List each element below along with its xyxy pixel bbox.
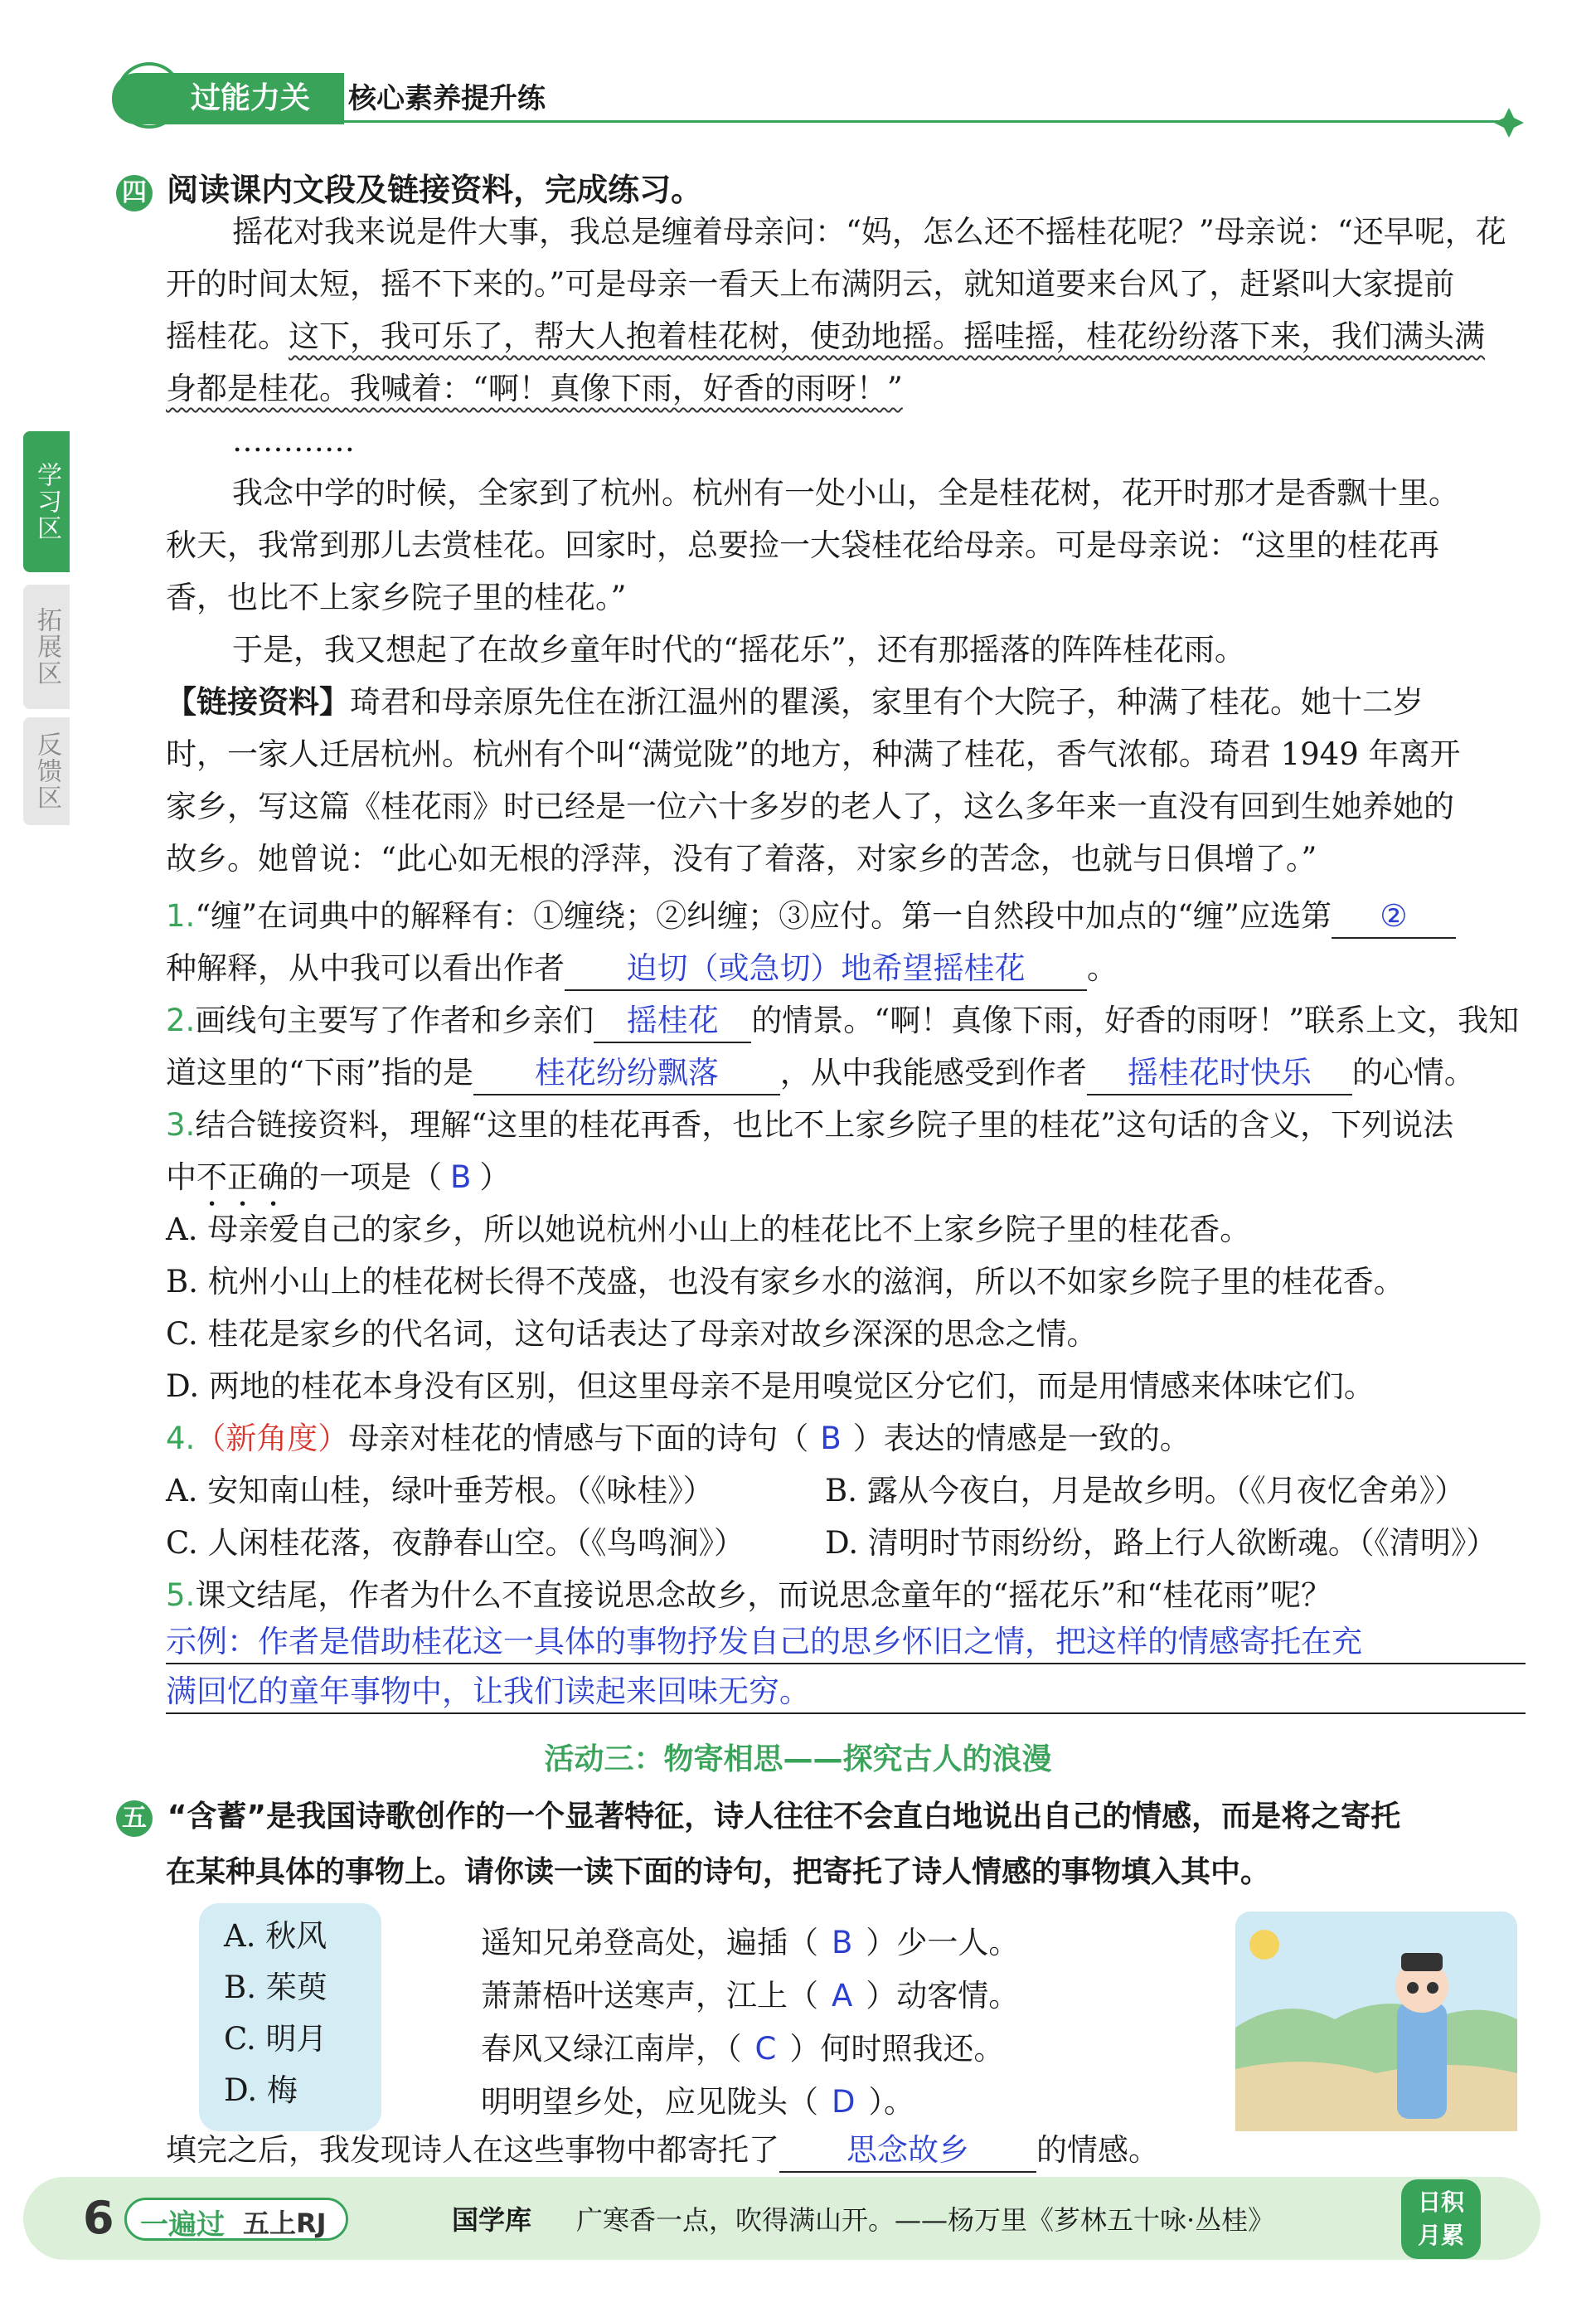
link-label: 【链接资料】 xyxy=(166,684,350,720)
q5-question: 5.课文结尾，作者为什么不直接说思念故乡，而说思念童年的“摇花乐”和“桂花雨”呢？ xyxy=(166,1577,1332,1613)
section5-conclusion-answer[interactable]: 思念故乡 xyxy=(779,2130,1036,2173)
q5-answer-line1[interactable]: 示例：作者是借助桂花这一具体的事物抒发自己的思乡怀旧之情，把这样的情感寄托在充 xyxy=(166,1621,1526,1664)
q4-option-d: D. 清明时节雨纷纷，路上行人欲断魂。（《清明》） xyxy=(825,1525,1497,1561)
passage-p1-l2: 开的时间太短，摇不下来的。”可是母亲一看天上布满阴云，就知道要来台风了，赶紧叫大家提前 xyxy=(166,266,1455,302)
passage-p2-l2: 秋天，我常到那儿去赏桂花。回家时，总要捡一大袋桂花给母亲。可是母亲说：“这里的桂花再 xyxy=(166,527,1439,563)
passage-p2-l1: 我念中学的时候，全家到了杭州。杭州有一处小山，全是桂花树，花开时那才是香飘十里。 xyxy=(232,475,1459,511)
passage-ellipsis: ………… xyxy=(232,423,355,459)
poem-2-answer[interactable]: A xyxy=(832,1978,853,2014)
q3-line2: 中不正确的一项是（ B ） xyxy=(166,1159,511,1195)
q2-answer1[interactable]: 摇桂花 xyxy=(594,1000,751,1043)
section4-heading xyxy=(116,164,702,211)
q3-option-b: B. 杭州小山上的桂花树长得不茂盛，也没有家乡水的滋润，所以不如家乡院子里的桂花香。 xyxy=(166,1264,1404,1299)
section4-title: 阅读课内文段及链接资料，完成练习。 xyxy=(167,172,703,208)
section5-intro-l2: 在某种具体的事物上。请你读一读下面的诗句，把寄托了诗人情感的事物填入其中。 xyxy=(166,1855,1271,1889)
poem-3: 春风又绿江南岸，（ C ）何时照我还。 xyxy=(481,2031,1005,2067)
q1-line1: 1.“缠”在词典中的解释有：①缠绕；②纠缠；③应付。第一自然段中加点的“缠”应选第 ② xyxy=(166,896,1456,939)
q3-answer[interactable]: B xyxy=(450,1159,472,1195)
q3-option-c: C. 桂花是家乡的代名词，这句话表达了母亲对故乡深深的思念之情。 xyxy=(166,1316,1098,1352)
poem-2: 萧萧梧叶送寒声，江上（ A ）动客情。 xyxy=(481,1978,1020,2014)
s5-option-a: A. 秋风 xyxy=(224,1918,327,1954)
header-badge: 过能力关 xyxy=(112,73,344,124)
q3-line1: 3.结合链接资料，理解“这里的桂花再香，也比不上家乡院子里的桂花”这句话的含义，下列说法 xyxy=(166,1107,1454,1143)
footer-quote: 广寒香一点，吹得满山开。——杨万里《芗林五十咏·丛桂》 xyxy=(576,2204,1275,2236)
footer-daily-badge: 日积 月累 xyxy=(1401,2179,1481,2259)
section5-conclusion: 填完之后，我发现诗人在这些事物中都寄托了 思念故乡 的情感。 xyxy=(166,2130,1159,2173)
footer-brand-pill xyxy=(124,2198,348,2241)
s5-option-c: C. 明月 xyxy=(224,2021,327,2057)
passage-p1-l1: 摇花对我来说是件大事，我总是缠着母亲问：“妈，怎么还不摇桂花呢？”母亲说：“还早呢，花 xyxy=(232,214,1506,250)
link-l1: 【链接资料】琦君和母亲原先住在浙江温州的瞿溪，家里有个大院子，种满了桂花。她十二岁 xyxy=(166,684,1424,720)
poem-4-answer[interactable]: D xyxy=(832,2084,856,2120)
footer-grade: 五上RJ xyxy=(243,2208,327,2239)
poem-1: 遥知兄弟登高处，遍插（ B ）少一人。 xyxy=(481,1925,1020,1960)
q2-line1: 2.画线句主要写了作者和乡亲们 摇桂花 的情景。“啊！真像下雨，好香的雨呀！”联系上文，我知 xyxy=(166,1000,1519,1043)
q2-line2: 道这里的“下雨”指的是 桂花纷纷飘落 ，从中我能感受到作者 摇桂花时快乐 的心情。 xyxy=(166,1052,1475,1095)
q1-answer2[interactable]: 迫切（或急切）地希望摇桂花 xyxy=(565,948,1087,991)
footer-brand: 一遍过 xyxy=(140,2208,225,2242)
q1-answer1[interactable]: ② xyxy=(1332,896,1456,939)
q4-option-b: B. 露从今夜白，月是故乡明。（《月夜忆舍弟》） xyxy=(825,1473,1466,1508)
s5-option-d: D. 梅 xyxy=(224,2072,298,2108)
q2-answer2[interactable]: 桂花纷纷飘落 xyxy=(473,1052,780,1095)
passage-p2-l3: 香，也比不上家乡院子里的桂花。” xyxy=(166,580,627,615)
leaf-icon xyxy=(1492,106,1526,143)
header-rule xyxy=(344,120,1513,123)
passage-p3: 于是，我又想起了在故乡童年时代的“摇花乐”，还有那摇落的阵阵桂花雨。 xyxy=(232,632,1245,668)
activity3-title: 活动三：物寄相思——探究古人的浪漫 xyxy=(544,1742,1052,1776)
poem-3-answer[interactable]: C xyxy=(754,2031,777,2067)
q4-option-c: C. 人闲桂花落，夜静春山空。（《鸟鸣涧》） xyxy=(166,1525,745,1561)
q3-option-a: A. 母亲爱自己的家乡，所以她说杭州小山上的桂花比不上家乡院子里的桂花香。 xyxy=(166,1212,1251,1247)
q1-line2: 种解释，从中我可以看出作者 迫切（或急切）地希望摇桂花 。 xyxy=(166,948,1118,991)
footer-lib-label: 国学库 xyxy=(452,2204,532,2236)
section5-heading: 五 “含蓄”是我国诗歌创作的一个显著特征，诗人往往不会直白地说出自己的情感，而是将之寄托 xyxy=(116,1795,1400,1838)
underlined-sentence: 这下，我可乐了，帮大人抱着桂花树，使劲地摇。摇哇摇，桂花纷纷落下来，我们满头满 xyxy=(289,318,1485,354)
tab-extension-zone[interactable]: 拓展区 xyxy=(23,585,70,709)
header-subtitle: 核心素养提升练 xyxy=(348,82,546,115)
page-number: 6 xyxy=(83,2192,114,2244)
passage-p1-l4: 身都是桂花。我喊着：“啊！真像下雨，好香的雨呀！” xyxy=(166,371,903,406)
scholar-illustration xyxy=(1235,1912,1517,2131)
q5-answer-line2[interactable]: 满回忆的童年事物中，让我们读起来回味无穷。 xyxy=(166,1671,1526,1714)
q4-line1: 4.（新角度）母亲对桂花的情感与下面的诗句（ B ）表达的情感是一致的。 xyxy=(166,1421,1191,1456)
poem-4: 明明望乡处，应见陇头（ D ）。 xyxy=(481,2084,914,2120)
q3-option-d: D. 两地的桂花本身没有区别，但这里母亲不是用嗅觉区分它们，而是用情感来体味它们。 xyxy=(166,1368,1375,1404)
q4-option-a: A. 安知南山桂，绿叶垂芳根。（《咏桂》） xyxy=(166,1473,714,1508)
poem-1-answer[interactable]: B xyxy=(832,1925,853,1960)
q4-tag: （新角度） xyxy=(195,1421,349,1456)
section4-number: 四 xyxy=(116,175,153,211)
link-l3: 家乡，写这篇《桂花雨》时已经是一位六十多岁的老人了，这么多年来一直没有回到生她养她的 xyxy=(166,789,1454,824)
q2-answer3[interactable]: 摇桂花时快乐 xyxy=(1087,1052,1352,1095)
tab-feedback-zone[interactable]: 反馈区 xyxy=(23,717,70,825)
link-l4: 故乡。她曾说：“此心如无根的浮萍，没有了着落，对家乡的苦念，也就与日俱增了。” xyxy=(166,841,1317,877)
q4-answer[interactable]: B xyxy=(820,1421,842,1456)
passage-p1-l3: 摇桂花。这下，我可乐了，帮大人抱着桂花树，使劲地摇。摇哇摇，桂花纷纷落下来，我们满头满 xyxy=(166,318,1485,354)
section5-number: 五 xyxy=(116,1800,153,1837)
s5-option-b: B. 茱萸 xyxy=(224,1970,327,2005)
tab-study-zone[interactable]: 学习区 xyxy=(23,431,70,572)
link-l2: 时，一家人迁居杭州。杭州有个叫“满觉陇”的地方，种满了桂花，香气浓郁。琦君 1949 年离开 xyxy=(166,736,1461,772)
